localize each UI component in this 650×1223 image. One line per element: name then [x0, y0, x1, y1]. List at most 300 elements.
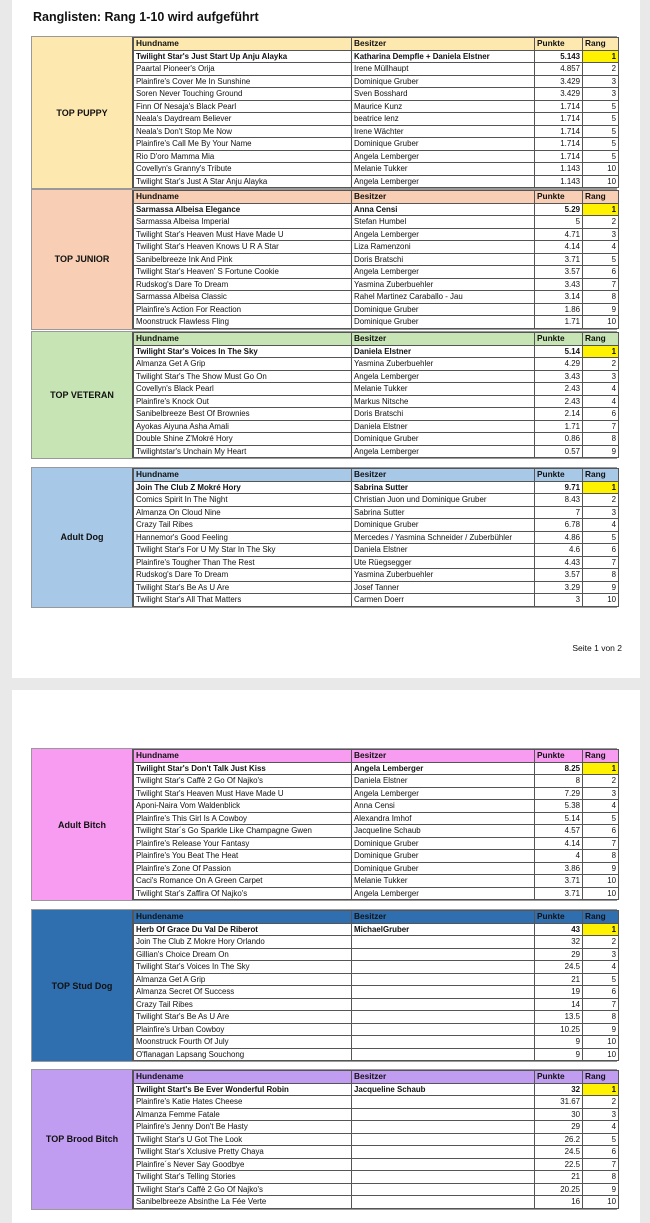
table-row	[134, 88, 619, 101]
section-top-stud-dog	[31, 909, 617, 1062]
cell-rank: 4	[583, 395, 619, 408]
cell-rank: 8	[583, 569, 619, 582]
cell-owner	[352, 1011, 535, 1024]
cell-rank: 3	[583, 75, 619, 88]
cell-points: 4.43	[535, 556, 583, 569]
table-row	[134, 138, 619, 151]
cell-points: 3.29	[535, 581, 583, 594]
cell-rank: 9	[583, 303, 619, 316]
table-row	[134, 408, 619, 421]
cell-dog-name: Twilight Star's Just A Star Anju Alayka	[134, 175, 352, 188]
cell-dog-name: Twilight Star's Xclusive Pretty Chaya	[134, 1146, 352, 1159]
cell-dog-name: Join The Club Z Mokre Hory Orlando	[134, 936, 352, 949]
cell-points: 2.14	[535, 408, 583, 421]
cell-owner	[352, 1158, 535, 1171]
cell-owner: Dominique Gruber	[352, 519, 535, 532]
table-row	[134, 825, 619, 838]
cell-dog-name: Moonstruck Fourth Of July	[134, 1036, 352, 1049]
section-top-puppy	[31, 36, 617, 189]
cell-dog-name: Almanza Secret Of Success	[134, 986, 352, 999]
cell-points: 6.78	[535, 519, 583, 532]
section-top-junior	[31, 189, 617, 330]
cell-rank: 6	[583, 1146, 619, 1159]
cell-points: 24.5	[535, 961, 583, 974]
cell-points: 2.43	[535, 395, 583, 408]
cell-owner: Markus Nitsche	[352, 395, 535, 408]
cell-rank: 4	[583, 961, 619, 974]
cell-points: 7.29	[535, 787, 583, 800]
cell-dog-name: Sanibelbreeze Absinthe La Fée Verte	[134, 1196, 352, 1209]
cell-owner: Anna Censi	[352, 800, 535, 813]
cell-dog-name: Aponi-Naira Vom Waldenblick	[134, 800, 352, 813]
section-top-brood-bitch	[31, 1069, 617, 1210]
cell-rank: 10	[583, 875, 619, 888]
table-row	[134, 175, 619, 188]
cell-rank: 10	[583, 1196, 619, 1209]
page-title: Ranglisten: Rang 1-10 wird aufgeführt	[33, 10, 259, 24]
cell-points: 3	[535, 594, 583, 607]
table-row	[134, 63, 619, 76]
cell-rank: 3	[583, 1108, 619, 1121]
cell-owner: Dominique Gruber	[352, 433, 535, 446]
cell-owner: Sabrina Sutter	[352, 506, 535, 519]
page-2	[12, 690, 640, 1223]
cell-points: 3.43	[535, 370, 583, 383]
table-row	[134, 420, 619, 433]
cell-points: 22.5	[535, 1158, 583, 1171]
cell-owner: MichaelGruber	[352, 923, 535, 936]
cell-owner	[352, 1121, 535, 1134]
cell-points: 5.29	[535, 203, 583, 216]
cell-dog-name: Herb Of Grace Du Val De Riberot	[134, 923, 352, 936]
cell-points: 5.14	[535, 345, 583, 358]
table-row	[134, 594, 619, 607]
cell-points: 9	[535, 1036, 583, 1049]
cell-rank: 10	[583, 1048, 619, 1061]
cell-dog-name: Moonstruck Flawless Fling	[134, 316, 352, 329]
cell-points: 30	[535, 1108, 583, 1121]
cell-rank: 6	[583, 825, 619, 838]
header-row	[134, 750, 619, 763]
cell-rank: 4	[583, 383, 619, 396]
cell-rank: 7	[583, 837, 619, 850]
header-rank: Rang	[583, 1071, 619, 1084]
cell-dog-name: Plainfire's Urban Cowboy	[134, 1023, 352, 1036]
section-adult-bitch	[31, 748, 617, 901]
header-row	[134, 191, 619, 204]
table-row	[134, 278, 619, 291]
cell-dog-name: Gillian's Choice Dream On	[134, 948, 352, 961]
table-row	[134, 1048, 619, 1061]
cell-points: 9.71	[535, 481, 583, 494]
table-row	[134, 1023, 619, 1036]
header-points: Punkte	[535, 469, 583, 482]
cell-owner: Christian Juon und Dominique Gruber	[352, 494, 535, 507]
cell-rank: 7	[583, 1158, 619, 1171]
cell-rank: 2	[583, 358, 619, 371]
cell-rank: 2	[583, 63, 619, 76]
cell-rank: 5	[583, 125, 619, 138]
table-row	[134, 961, 619, 974]
cell-dog-name: Sanibelbreeze Ink And Pink	[134, 253, 352, 266]
cell-dog-name: Twilight Star's Be As U Are	[134, 1011, 352, 1024]
header-rank: Rang	[583, 911, 619, 924]
cell-rank: 6	[583, 544, 619, 557]
cell-owner	[352, 1146, 535, 1159]
cell-points: 21	[535, 1171, 583, 1184]
cell-points: 0.86	[535, 433, 583, 446]
ranking-table	[133, 1070, 619, 1209]
cell-rank: 5	[583, 253, 619, 266]
cell-rank: 3	[583, 228, 619, 241]
cell-owner: Angela Lemberger	[352, 150, 535, 163]
cell-rank: 4	[583, 1121, 619, 1134]
cell-rank: 1	[583, 923, 619, 936]
cell-rank: 8	[583, 291, 619, 304]
cell-points: 3.429	[535, 75, 583, 88]
cell-points: 16	[535, 1196, 583, 1209]
cell-points: 8	[535, 775, 583, 788]
category-label: Adult Bitch	[32, 749, 133, 900]
table-row	[134, 100, 619, 113]
cell-points: 26.2	[535, 1133, 583, 1146]
cell-dog-name: Twilight Star's Don't Talk Just Kiss	[134, 762, 352, 775]
cell-points: 19	[535, 986, 583, 999]
table-row	[134, 787, 619, 800]
cell-points: 3.14	[535, 291, 583, 304]
cell-rank: 8	[583, 850, 619, 863]
cell-owner: Sabrina Sutter	[352, 481, 535, 494]
cell-dog-name: Twilight Star´s Go Sparkle Like Champagne Gwen	[134, 825, 352, 838]
cell-dog-name: Covellyn's Black Pearl	[134, 383, 352, 396]
cell-dog-name: Twilight Star's Heaven' S Fortune Cookie	[134, 266, 352, 279]
cell-rank: 3	[583, 88, 619, 101]
cell-points: 1.714	[535, 125, 583, 138]
cell-dog-name: Plainfire's Zone Of Passion	[134, 862, 352, 875]
cell-owner: Dominique Gruber	[352, 837, 535, 850]
cell-owner: Maurice Kunz	[352, 100, 535, 113]
cell-dog-name: Rudskog's Dare To Dream	[134, 569, 352, 582]
cell-owner	[352, 1036, 535, 1049]
cell-dog-name: Plainfire's You Beat The Heat	[134, 850, 352, 863]
cell-rank: 8	[583, 1171, 619, 1184]
cell-owner: Angela Lemberger	[352, 787, 535, 800]
cell-dog-name: Plainfire's Release Your Fantasy	[134, 837, 352, 850]
cell-owner	[352, 986, 535, 999]
cell-points: 3.429	[535, 88, 583, 101]
cell-rank: 5	[583, 113, 619, 126]
table-row	[134, 50, 619, 63]
cell-owner: Melanie Tukker	[352, 163, 535, 176]
cell-points: 3.57	[535, 569, 583, 582]
cell-owner: Daniela Elstner	[352, 420, 535, 433]
cell-dog-name: Twilight Star's For U My Star In The Sky	[134, 544, 352, 557]
table-row	[134, 75, 619, 88]
cell-dog-name: Twilight Star's Heaven Must Have Made U	[134, 787, 352, 800]
table-row	[134, 1133, 619, 1146]
cell-owner: Sven Bosshard	[352, 88, 535, 101]
cell-owner: Alexandra Imhof	[352, 812, 535, 825]
table-row	[134, 1096, 619, 1109]
cell-dog-name: Almanza Get A Grip	[134, 358, 352, 371]
cell-points: 7	[535, 506, 583, 519]
cell-dog-name: Twilight Star's Be As U Are	[134, 581, 352, 594]
cell-dog-name: Crazy Tail Ribes	[134, 519, 352, 532]
cell-dog-name: Comics Spirit In The Night	[134, 494, 352, 507]
header-points: Punkte	[535, 38, 583, 51]
cell-dog-name: Ayokas Aiyuna Asha Amali	[134, 420, 352, 433]
cell-points: 3.57	[535, 266, 583, 279]
table-row	[134, 345, 619, 358]
cell-owner: Doris Bratschi	[352, 253, 535, 266]
cell-points: 24.5	[535, 1146, 583, 1159]
table-row	[134, 383, 619, 396]
cell-owner: Jacqueline Schaub	[352, 1083, 535, 1096]
cell-owner: Anna Censi	[352, 203, 535, 216]
cell-owner: Yasmina Zuberbuehler	[352, 358, 535, 371]
cell-dog-name: Plainfire´s Never Say Goodbye	[134, 1158, 352, 1171]
cell-rank: 3	[583, 506, 619, 519]
header-owner: Besitzer	[352, 191, 535, 204]
cell-dog-name: Hannemor's Good Feeling	[134, 531, 352, 544]
cell-points: 2.43	[535, 383, 583, 396]
cell-dog-name: Covellyn's Granny's Tribute	[134, 163, 352, 176]
cell-owner: Daniela Elstner	[352, 544, 535, 557]
cell-dog-name: Almanza Femme Fatale	[134, 1108, 352, 1121]
cell-owner: Angela Lemberger	[352, 762, 535, 775]
table-row	[134, 544, 619, 557]
table-row	[134, 125, 619, 138]
cell-points: 4.29	[535, 358, 583, 371]
cell-owner	[352, 1133, 535, 1146]
cell-dog-name: Paartal Pioneer's Orija	[134, 63, 352, 76]
section-adult-dog	[31, 467, 617, 608]
cell-rank: 5	[583, 531, 619, 544]
cell-rank: 7	[583, 278, 619, 291]
cell-points: 1.143	[535, 163, 583, 176]
cell-rank: 3	[583, 787, 619, 800]
cell-points: 1.143	[535, 175, 583, 188]
cell-rank: 5	[583, 973, 619, 986]
table-row	[134, 303, 619, 316]
table-row	[134, 923, 619, 936]
ranking-table	[133, 332, 619, 458]
cell-dog-name: Twilight Star's Voices In The Sky	[134, 345, 352, 358]
cell-rank: 5	[583, 150, 619, 163]
cell-owner	[352, 1096, 535, 1109]
cell-dog-name: Almanza Get A Grip	[134, 973, 352, 986]
cell-owner: Yasmina Zuberbuehler	[352, 278, 535, 291]
cell-rank: 10	[583, 175, 619, 188]
cell-points: 13.5	[535, 1011, 583, 1024]
table-row	[134, 948, 619, 961]
table-row	[134, 986, 619, 999]
cell-points: 31.67	[535, 1096, 583, 1109]
cell-dog-name: Twilight Star's Just Start Up Anju Alayka	[134, 50, 352, 63]
table-row	[134, 266, 619, 279]
cell-rank: 4	[583, 519, 619, 532]
cell-owner: Irene Müllhaupt	[352, 63, 535, 76]
category-label: TOP VETERAN	[32, 332, 133, 458]
cell-owner: Mercedes / Yasmina Schneider / Zuberbühler	[352, 531, 535, 544]
cell-points: 3.43	[535, 278, 583, 291]
cell-owner: Jacqueline Schaub	[352, 825, 535, 838]
cell-dog-name: Twilight Star's Caffè 2 Go Of Najko's	[134, 775, 352, 788]
cell-dog-name: Twilightstar's Unchain My Heart	[134, 445, 352, 458]
cell-dog-name: Twilight Star's Telling Stories	[134, 1171, 352, 1184]
cell-points: 9	[535, 1048, 583, 1061]
table-row	[134, 936, 619, 949]
header-dog-name: Hundname	[134, 750, 352, 763]
page-footer: Seite 1 von 2	[572, 643, 622, 653]
header-points: Punkte	[535, 333, 583, 346]
table-row	[134, 506, 619, 519]
cell-points: 4.6	[535, 544, 583, 557]
header-row	[134, 1071, 619, 1084]
cell-points: 1.714	[535, 100, 583, 113]
cell-dog-name: Neala's Don't Stop Me Now	[134, 125, 352, 138]
cell-owner	[352, 1196, 535, 1209]
cell-rank: 1	[583, 203, 619, 216]
cell-dog-name: Plainfire's Cover Me In Sunshine	[134, 75, 352, 88]
cell-dog-name: Sarmassa Albeisa Imperial	[134, 216, 352, 229]
header-rank: Rang	[583, 191, 619, 204]
cell-points: 4.86	[535, 531, 583, 544]
cell-owner: Dominique Gruber	[352, 75, 535, 88]
cell-rank: 10	[583, 594, 619, 607]
cell-rank: 7	[583, 998, 619, 1011]
cell-owner: Angela Lemberger	[352, 445, 535, 458]
table-row	[134, 241, 619, 254]
cell-dog-name: Twilight Star's Caffè 2 Go Of Najko's	[134, 1183, 352, 1196]
cell-dog-name: Twilight Star's Voices In The Sky	[134, 961, 352, 974]
header-points: Punkte	[535, 1071, 583, 1084]
cell-points: 21	[535, 973, 583, 986]
cell-dog-name: Twilight Star's Zaffira Of Najko's	[134, 887, 352, 900]
ranking-table	[133, 749, 619, 900]
cell-owner: Irene Wächter	[352, 125, 535, 138]
cell-rank: 9	[583, 581, 619, 594]
cell-points: 10.25	[535, 1023, 583, 1036]
cell-dog-name: Plainfire's Call Me By Your Name	[134, 138, 352, 151]
cell-rank: 2	[583, 775, 619, 788]
cell-points: 29	[535, 1121, 583, 1134]
header-points: Punkte	[535, 750, 583, 763]
cell-owner: Dominique Gruber	[352, 850, 535, 863]
cell-dog-name: Plainfire's Katie Hates Cheese	[134, 1096, 352, 1109]
header-rank: Rang	[583, 469, 619, 482]
cell-rank: 6	[583, 266, 619, 279]
cell-dog-name: Join The Club Z Mokré Hory	[134, 481, 352, 494]
cell-points: 5.143	[535, 50, 583, 63]
table-row	[134, 998, 619, 1011]
cell-points: 4.71	[535, 228, 583, 241]
cell-points: 5	[535, 216, 583, 229]
cell-dog-name: Neala's Daydream Believer	[134, 113, 352, 126]
header-owner: Besitzer	[352, 38, 535, 51]
cell-rank: 2	[583, 216, 619, 229]
category-label: TOP JUNIOR	[32, 190, 133, 329]
table-row	[134, 370, 619, 383]
table-row	[134, 531, 619, 544]
cell-owner: beatrice lenz	[352, 113, 535, 126]
table-row	[134, 163, 619, 176]
cell-dog-name: Plainfire's Tougher Than The Rest	[134, 556, 352, 569]
cell-owner: Angela Lemberger	[352, 175, 535, 188]
cell-rank: 6	[583, 986, 619, 999]
cell-owner: Daniela Elstner	[352, 775, 535, 788]
header-dog-name: Hundname	[134, 469, 352, 482]
table-row	[134, 1146, 619, 1159]
cell-points: 4	[535, 850, 583, 863]
table-row	[134, 569, 619, 582]
cell-rank: 8	[583, 1011, 619, 1024]
table-row	[134, 1036, 619, 1049]
cell-owner: Angela Lemberger	[352, 370, 535, 383]
cell-rank: 7	[583, 420, 619, 433]
cell-points: 0.57	[535, 445, 583, 458]
page-1	[12, 0, 640, 678]
cell-rank: 1	[583, 762, 619, 775]
ranking-table	[133, 910, 619, 1061]
cell-dog-name: Twilight Star's All That Matters	[134, 594, 352, 607]
cell-owner: Yasmina Zuberbuehler	[352, 569, 535, 582]
table-row	[134, 775, 619, 788]
cell-points: 32	[535, 1083, 583, 1096]
cell-owner: Rahel Martinez Caraballo - Jau	[352, 291, 535, 304]
cell-owner: Stefan Humbel	[352, 216, 535, 229]
cell-rank: 5	[583, 100, 619, 113]
cell-points: 1.71	[535, 420, 583, 433]
table-row	[134, 1108, 619, 1121]
cell-rank: 2	[583, 936, 619, 949]
cell-owner: Dominique Gruber	[352, 862, 535, 875]
cell-dog-name: Sanibelbreeze Best Of Brownies	[134, 408, 352, 421]
cell-owner: Melanie Tukker	[352, 875, 535, 888]
cell-points: 32	[535, 936, 583, 949]
category-label: TOP Brood Bitch	[32, 1070, 133, 1209]
table-row	[134, 481, 619, 494]
table-row	[134, 973, 619, 986]
cell-owner	[352, 1171, 535, 1184]
header-owner: Besitzer	[352, 750, 535, 763]
cell-points: 29	[535, 948, 583, 961]
cell-points: 43	[535, 923, 583, 936]
table-row	[134, 1083, 619, 1096]
cell-dog-name: Plainfire's Knock Out	[134, 395, 352, 408]
header-owner: Besitzer	[352, 1071, 535, 1084]
table-row	[134, 1196, 619, 1209]
ranking-table	[133, 190, 619, 329]
cell-points: 5.38	[535, 800, 583, 813]
table-row	[134, 1158, 619, 1171]
header-row	[134, 911, 619, 924]
table-row	[134, 762, 619, 775]
cell-dog-name: Almanza On Cloud Nine	[134, 506, 352, 519]
cell-owner	[352, 1108, 535, 1121]
cell-rank: 2	[583, 494, 619, 507]
cell-points: 4.14	[535, 837, 583, 850]
table-row	[134, 862, 619, 875]
cell-points: 1.86	[535, 303, 583, 316]
cell-owner	[352, 948, 535, 961]
cell-points: 1.714	[535, 138, 583, 151]
cell-rank: 4	[583, 800, 619, 813]
table-row	[134, 1011, 619, 1024]
header-dog-name: Hundename	[134, 1071, 352, 1084]
category-label: TOP PUPPY	[32, 37, 133, 188]
header-dog-name: Hundname	[134, 333, 352, 346]
